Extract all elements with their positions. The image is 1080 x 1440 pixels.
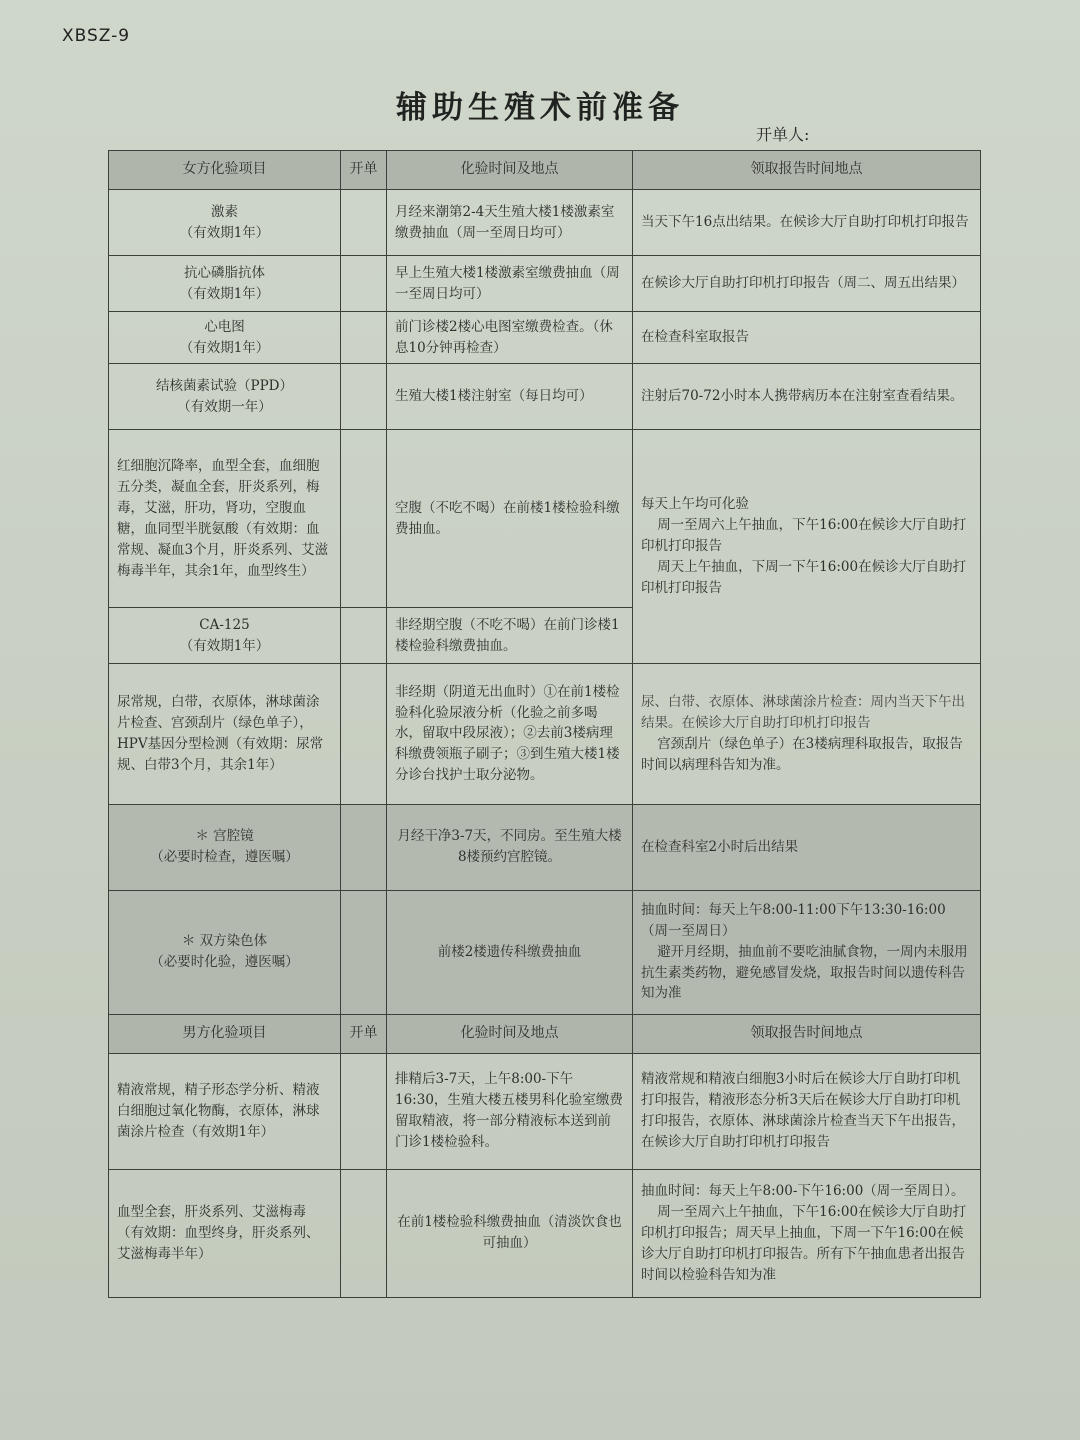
order-cell[interactable]: [341, 256, 387, 312]
report-line: 尿、白带、衣原体、淋球菌涂片检查：周内当天下午出结果。在候诊大厅自助打印机打印报告: [641, 694, 965, 732]
table-row: [109, 1169, 981, 1297]
time-place-cell: 前门诊楼2楼心电图室缴费检查。（休息10分钟再检查）: [387, 312, 633, 364]
item-cell: 精液常规，精子形态学分析、精液白细胞过氧化物酶，衣原体，淋球菌涂片检查（有效期1年）: [109, 1053, 341, 1169]
item-cell: [109, 364, 341, 430]
order-cell[interactable]: [341, 608, 387, 664]
table-row: [109, 312, 981, 364]
item-name: 心电图: [204, 318, 245, 335]
time-place-cell: 前楼2楼遗传科缴费抽血: [387, 890, 633, 1014]
table-row: [109, 430, 981, 608]
order-cell[interactable]: [341, 312, 387, 364]
issuer-label: 开单人:: [756, 125, 810, 144]
report-line: 宫颈刮片（绿色单子）在3楼病理科取报告，取报告时间以病理科告知为准。: [641, 735, 963, 773]
item-validity: （有效期1年）: [179, 637, 270, 654]
item-cell: 血型全套，肝炎系列、艾滋梅毒（有效期：血型终身，肝炎系列、艾滋梅毒半年）: [109, 1169, 341, 1297]
item-cell: [109, 312, 341, 364]
order-cell[interactable]: [341, 364, 387, 430]
female-header-row: [109, 151, 981, 190]
order-cell[interactable]: [341, 430, 387, 608]
report-cell: 当天下午16点出结果。在候诊大厅自助打印机打印报告: [633, 190, 981, 256]
report-line: 每天上午均可化验: [641, 496, 749, 513]
order-cell[interactable]: [341, 890, 387, 1014]
preparation-table: [108, 150, 981, 1298]
table-row: [109, 190, 981, 256]
time-place-cell: 空腹（不吃不喝）在前楼1楼检验科缴费抽血。: [387, 430, 633, 608]
item-validity: （有效期1年）: [179, 339, 270, 356]
table-row: [109, 664, 981, 804]
report-line: 周一至周六上午抽血，下午16:00在候诊大厅自助打印机打印报告: [641, 517, 967, 555]
report-line: 周一至周六上午抽血，下午16:00在候诊大厅自助打印机打印报告；周天早上抽血，下周一下午16:00在候诊大厅自助打印机打印报告。所有下午抽血患者出报告时间以检验科告知为准: [641, 1204, 967, 1283]
item-name: 抗心磷脂抗体: [184, 264, 265, 281]
table-row: [109, 1053, 981, 1169]
item-name: 激素: [211, 203, 238, 220]
document-code: XBSZ-9: [62, 26, 131, 46]
table-row: [109, 890, 981, 1014]
table-row: [109, 256, 981, 312]
report-cell: 在检查科室取报告: [633, 312, 981, 364]
item-name: ＊ 宫腔镜: [195, 828, 254, 845]
item-validity: （有效期一年）: [177, 398, 272, 415]
time-place-cell: 在前1楼检验科缴费抽血（清淡饮食也可抽血）: [387, 1169, 633, 1297]
male-report-header: 领取报告时间地点: [633, 1014, 981, 1053]
report-line: 避开月经期，抽血前不要吃油腻食物，一周内未服用抗生素类药物，避免感冒发烧，取报告时间以遗传科告知为准: [641, 943, 968, 1002]
male-item-header: 男方化验项目: [109, 1014, 341, 1053]
item-validity: （必要时化验，遵医嘱）: [150, 954, 299, 971]
item-cell: [109, 256, 341, 312]
item-validity: （必要时检查，遵医嘱）: [150, 849, 299, 866]
male-header-row: [109, 1014, 981, 1053]
order-cell[interactable]: [341, 804, 387, 890]
report-cell: 注射后70-72小时本人携带病历本在注射室查看结果。: [633, 364, 981, 430]
item-validity: （有效期1年）: [179, 224, 270, 241]
order-cell[interactable]: [341, 1169, 387, 1297]
time-place-cell: 生殖大楼1楼注射室（每日均可）: [387, 364, 633, 430]
female-report-header: 领取报告时间地点: [633, 151, 981, 190]
item-cell: [109, 608, 341, 664]
female-item-header: 女方化验项目: [109, 151, 341, 190]
item-cell: [109, 804, 341, 890]
time-place-cell: 排精后3-7天，上午8:00-下午16:30，生殖大楼五楼男科化验室缴费留取精液，将一部分精液标本送到前门诊1楼检验科。: [387, 1053, 633, 1169]
female-order-header: 开单: [341, 151, 387, 190]
report-cell: 在候诊大厅自助打印机打印报告（周二、周五出结果）: [633, 256, 981, 312]
report-cell: [633, 1169, 981, 1297]
report-cell: 精液常规和精液白细胞3小时后在候诊大厅自助打印机打印报告，精液形态分析3天后在候诊大厅自助打印机打印报告，衣原体、淋球菌涂片检查当天下午出报告，在候诊大厅自助打印机打印报告: [633, 1053, 981, 1169]
time-place-cell: 早上生殖大楼1楼激素室缴费抽血（周一至周日均可）: [387, 256, 633, 312]
male-order-header: 开单: [341, 1014, 387, 1053]
order-cell[interactable]: [341, 664, 387, 804]
blood-report-cell: [633, 430, 981, 664]
item-name: CA-125: [199, 616, 250, 633]
table-row: [109, 804, 981, 890]
female-time-place-header: 化验时间及地点: [387, 151, 633, 190]
report-cell: [633, 890, 981, 1014]
report-line: 抽血时间：每天上午8:00-下午16:00（周一至周日）。: [641, 1183, 965, 1200]
document-title: 辅助生殖术前准备: [396, 90, 684, 126]
time-place-cell: 非经期（阴道无出血时）①在前1楼检验科化验尿液分析（化验之前多喝水，留取中段尿液）；②去前3楼病理科缴费领瓶子刷子；③到生殖大楼1楼分诊台找护士取分泌物。: [387, 664, 633, 804]
time-place-cell: 月经来潮第2-4天生殖大楼1楼激素室缴费抽血（周一至周日均可）: [387, 190, 633, 256]
item-name: ＊ 双方染色体: [181, 933, 268, 950]
report-cell: 在检查科室2小时后出结果: [633, 804, 981, 890]
item-name: 结核菌素试验（PPD）: [156, 377, 293, 394]
order-cell[interactable]: [341, 190, 387, 256]
item-cell: [109, 890, 341, 1014]
item-cell: 红细胞沉降率，血型全套，血细胞五分类，凝血全套，肝炎系列，梅毒，艾滋，肝功，肾功，空腹血糖，血同型半胱氨酸（有效期：血常规、凝血3个月，肝炎系列、艾滋梅毒半年，其余1年，血型终生）: [109, 430, 341, 608]
item-cell: [109, 190, 341, 256]
time-place-cell: 月经干净3-7天，不同房。至生殖大楼8楼预约宫腔镜。: [387, 804, 633, 890]
time-place-cell: 非经期空腹（不吃不喝）在前门诊楼1楼检验科缴费抽血。: [387, 608, 633, 664]
report-line: 抽血时间：每天上午8:00-11:00下午13:30-16:00（周一至周日）: [641, 901, 946, 939]
order-cell[interactable]: [341, 1053, 387, 1169]
item-validity: （有效期1年）: [179, 285, 270, 302]
item-cell: 尿常规，白带，衣原体，淋球菌涂片检查、宫颈刮片（绿色单子），HPV基因分型检测（有效期：尿常规、白带3个月，其余1年）: [109, 664, 341, 804]
table-row: [109, 364, 981, 430]
report-line: 周天上午抽血，下周一下午16:00在候诊大厅自助打印机打印报告: [641, 559, 967, 597]
report-cell: [633, 664, 981, 804]
male-time-place-header: 化验时间及地点: [387, 1014, 633, 1053]
